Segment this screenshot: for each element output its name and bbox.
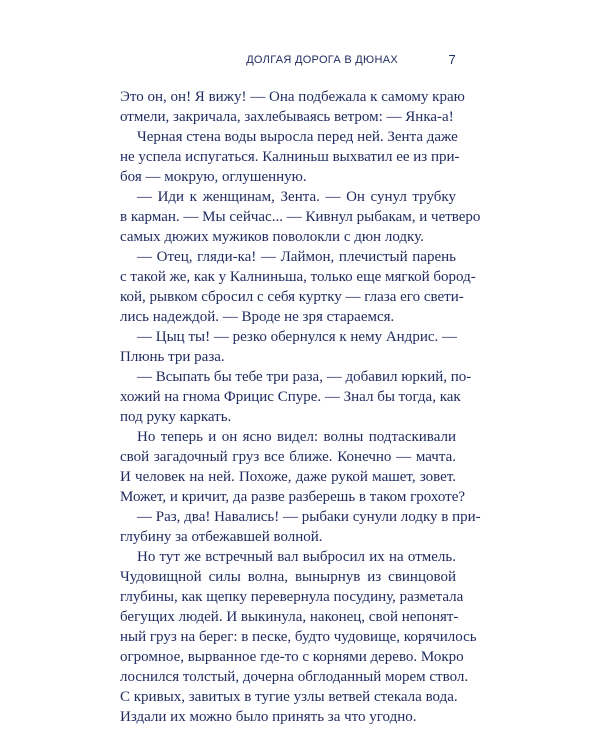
- text-line: — Раз, два! Навались! — рыбаки сунули лодку в при-: [137, 509, 481, 525]
- text-line: самых дюжих мужиков поволокли с дюн лодку.: [120, 229, 424, 245]
- text-line: в карман. — Мы сейчас... — Кивнул рыбакам, и четверо: [120, 209, 481, 225]
- page-number: 7: [448, 52, 456, 67]
- text-line: кой, рывком сбросил с себя куртку — глаза его свети-: [120, 289, 464, 305]
- text-line: не успела испугаться. Калниньш выхватил ее из при-: [120, 149, 460, 165]
- text-line: — Иди к женщинам, Зента. — Он сунул трубку: [137, 189, 456, 205]
- text-line: Черная стена воды выросла перед ней. Зента даже: [137, 129, 458, 145]
- text-line: хожий на гнома Фрицис Спуре. — Знал бы тогда, как: [120, 389, 461, 405]
- text-line: — Всыпать бы тебе три раза, — добавил юркий, по-: [137, 369, 472, 385]
- text-line: Чудовищной силы волна, вынырнув из свинцовой: [120, 569, 456, 585]
- text-line: огромное, вырванное где-то с корнями дерево. Мокро: [120, 649, 464, 665]
- text-line: Может, и кричит, да разве разберешь в таком грохоте?: [120, 489, 466, 505]
- text-line: Но тут же встречный вал выбросил их на отмель.: [137, 549, 456, 565]
- running-head: [120, 52, 456, 72]
- text-line: глубины, как щепку перевернула посудину, разметала: [120, 589, 464, 605]
- text-line: — Отец, гляди-ка! — Лаймон, плечистый парень: [137, 249, 456, 265]
- text-line: Плюнь три раза.: [120, 349, 225, 365]
- text-line: Но теперь и он ясно видел: волны подтаскивали: [137, 429, 456, 445]
- text-line: свой загадочный груз все ближе. Конечно — мачта.: [120, 449, 456, 465]
- text-line: Это он, он! Я вижу! — Она подбежала к самому краю: [120, 89, 465, 105]
- text-line: отмели, закричала, захлебываясь ветром: — Янка-а!: [120, 109, 454, 125]
- body-text: [120, 87, 481, 727]
- text-line: С кривых, завитых в тугие узлы ветвей стекала вода.: [120, 689, 458, 705]
- text-line: И человек на ней. Похоже, даже рукой машет, зовет.: [120, 469, 456, 485]
- running-head-title: ДОЛГАЯ ДОРОГА В ДЮНАХ: [246, 54, 398, 66]
- text-line: ный груз на берег: в песке, будто чудовище, корячилось: [120, 629, 477, 645]
- text-line: глубину за отбежавшей волной.: [120, 529, 323, 545]
- text-line: лоснился толстый, дочерна обглоданный морем ствол.: [120, 669, 469, 685]
- text-line: под руку каркать.: [120, 409, 232, 425]
- text-line: с такой же, как у Калниньша, только еще мягкой бород-: [120, 269, 476, 285]
- text-line: лись надеждой. — Вроде не зря стараемся.: [120, 309, 395, 325]
- text-line: боя — мокрую, оглушенную.: [120, 169, 307, 185]
- text-line: Издали их можно было принять за что угодно.: [120, 709, 417, 725]
- text-line: — Цыц ты! — резко обернулся к нему Андрис. —: [137, 329, 458, 345]
- text-line: бегущих людей. И выкинула, наконец, свой непонят-: [120, 609, 459, 625]
